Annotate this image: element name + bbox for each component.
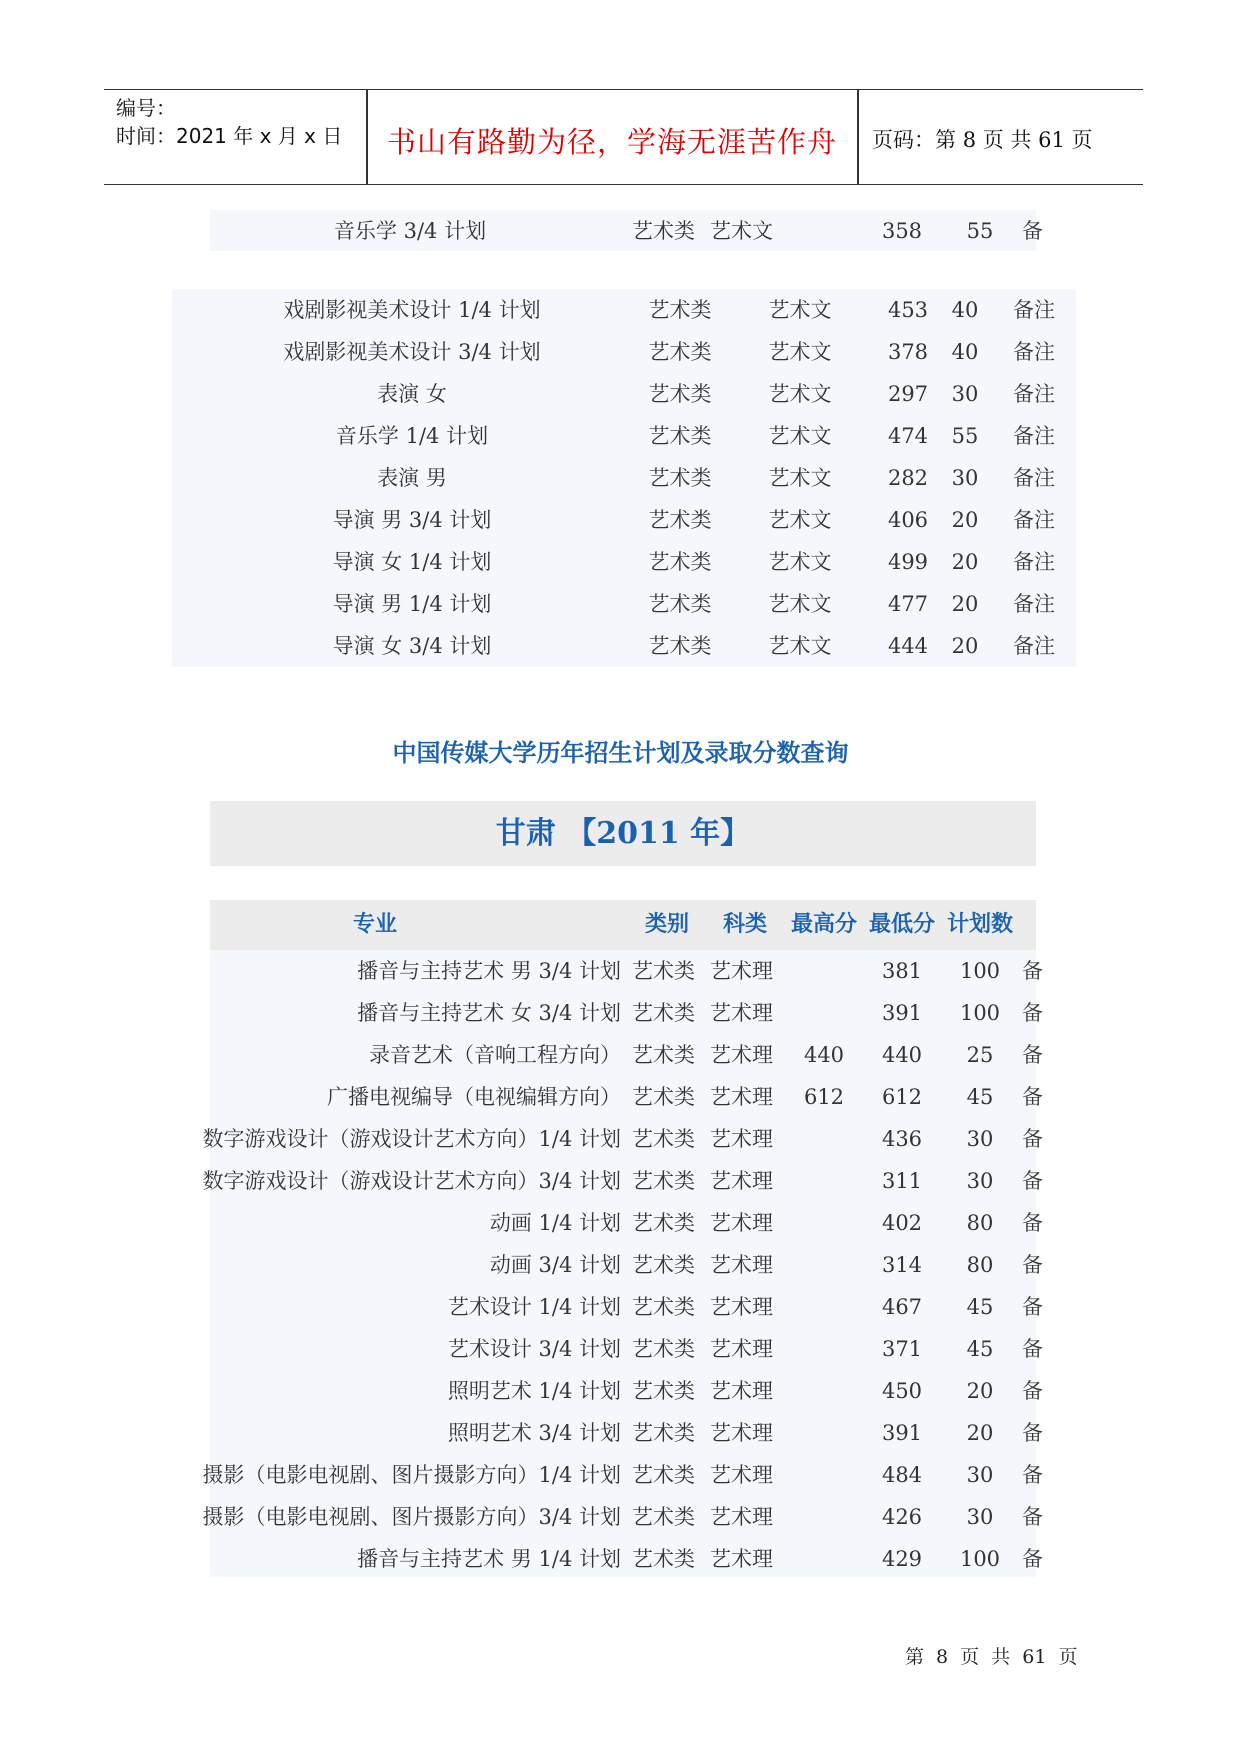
- category-cell: 艺术类: [632, 1421, 695, 1445]
- plan-count-cell: 20: [966, 1421, 994, 1445]
- plan-count-cell: 20: [966, 1379, 994, 1403]
- category-cell: 艺术类: [632, 219, 695, 243]
- plan-count-cell: 30: [951, 382, 979, 406]
- category-cell: 艺术类: [648, 634, 712, 658]
- plan-count-cell: 80: [966, 1211, 994, 1235]
- note-cell: 备: [1022, 1253, 1043, 1277]
- low-score-cell: 477: [887, 592, 929, 616]
- major-cell: 导演 男 1/4 计划: [332, 592, 492, 616]
- major-cell: 照明艺术 1/4 计划: [447, 1379, 621, 1403]
- low-score-cell: 358: [881, 219, 923, 243]
- table-row: [202, 1496, 1043, 1538]
- low-score-cell: 311: [881, 1169, 923, 1193]
- plan-count-cell: 55: [951, 424, 979, 448]
- category-cell: 艺术类: [632, 1547, 695, 1571]
- note-cell: 备: [1022, 1169, 1043, 1193]
- subject-cell: 艺术理: [710, 1505, 773, 1529]
- category-cell: 艺术类: [648, 424, 712, 448]
- note-cell: 备: [1022, 1211, 1043, 1235]
- table-row: [210, 950, 1043, 992]
- table-row: [202, 1118, 1043, 1160]
- table-row: [172, 415, 1076, 457]
- subject-cell: 艺术文: [768, 298, 832, 322]
- note-cell: 备注: [1013, 382, 1055, 406]
- plan-count-cell: 20: [951, 508, 979, 532]
- category-cell: 艺术类: [632, 1001, 695, 1025]
- subject-cell: 艺术理: [710, 1421, 773, 1445]
- subject-cell: 艺术文: [710, 219, 773, 243]
- category-cell: 艺术类: [648, 466, 712, 490]
- note-cell: 备: [1022, 1127, 1043, 1151]
- note-cell: 备: [1022, 219, 1043, 243]
- note-cell: 备: [1022, 1421, 1043, 1445]
- subject-cell: 艺术理: [710, 1295, 773, 1319]
- category-cell: 艺术类: [632, 1127, 695, 1151]
- low-score-cell: 406: [887, 508, 929, 532]
- province-year-title: 甘肃 【2011 年】: [210, 801, 1036, 866]
- header-motto: 书山有路勤为径，学海无涯苦作舟: [386, 125, 837, 159]
- page-num: 8: [962, 128, 977, 152]
- plan-count-cell: 100: [959, 1001, 1001, 1025]
- low-score-cell: 426: [881, 1505, 923, 1529]
- major-cell: 广播电视编导（电视编辑方向）: [327, 1085, 621, 1109]
- subject-cell: 艺术理: [710, 1169, 773, 1193]
- low-score-cell: 467: [881, 1295, 923, 1319]
- low-score-cell: 436: [881, 1127, 923, 1151]
- plan-count-cell: 30: [951, 466, 979, 490]
- note-cell: 备注: [1013, 550, 1055, 574]
- section-title: 中国传媒大学历年招生计划及录取分数查询: [392, 738, 849, 767]
- major-cell: 动画 3/4 计划: [489, 1253, 621, 1277]
- plan-count-cell: 55: [966, 219, 994, 243]
- subject-cell: 艺术文: [768, 508, 832, 532]
- note-cell: 备: [1022, 1463, 1043, 1487]
- note-cell: 备: [1022, 1001, 1043, 1025]
- table-header: [210, 900, 1036, 950]
- subject-cell: 艺术理: [710, 1085, 773, 1109]
- subject-cell: 艺术理: [710, 1463, 773, 1487]
- subject-cell: 艺术文: [768, 550, 832, 574]
- major-cell: 照明艺术 3/4 计划: [447, 1421, 621, 1445]
- table-row: [210, 1412, 1043, 1454]
- header-subject: 科类: [722, 912, 767, 937]
- low-score-cell: 444: [887, 634, 929, 658]
- major-cell: 表演 男: [377, 466, 447, 490]
- note-cell: 备: [1022, 959, 1043, 983]
- note-cell: 备注: [1013, 508, 1055, 532]
- page-prefix: 页码：第: [872, 128, 956, 152]
- major-cell: 音乐学 3/4 计划: [333, 219, 487, 243]
- low-score-cell: 391: [881, 1001, 923, 1025]
- plan-count-cell: 30: [966, 1127, 994, 1151]
- table-row: [210, 1034, 1043, 1076]
- major-cell: 导演 女 3/4 计划: [332, 634, 492, 658]
- note-cell: 备: [1022, 1295, 1043, 1319]
- low-score-cell: 429: [881, 1547, 923, 1571]
- table-row: [210, 1202, 1043, 1244]
- low-score-cell: 499: [887, 550, 929, 574]
- subject-cell: 艺术文: [768, 340, 832, 364]
- low-score-cell: 314: [881, 1253, 923, 1277]
- page-footer: 第 8 页 共 61 页: [905, 1646, 1078, 1668]
- table-row: [172, 583, 1076, 625]
- table-row: [210, 1286, 1043, 1328]
- major-cell: 艺术设计 3/4 计划: [447, 1337, 621, 1361]
- low-score-cell: 440: [881, 1043, 923, 1067]
- plan-count-cell: 20: [951, 592, 979, 616]
- category-cell: 艺术类: [632, 1505, 695, 1529]
- page-mid: 页 共: [982, 128, 1032, 152]
- subject-cell: 艺术文: [768, 424, 832, 448]
- plan-count-cell: 25: [966, 1043, 994, 1067]
- subject-cell: 艺术理: [710, 1547, 773, 1571]
- subject-cell: 艺术理: [710, 1211, 773, 1235]
- subject-cell: 艺术理: [710, 1337, 773, 1361]
- note-cell: 备: [1022, 1547, 1043, 1571]
- subject-cell: 艺术理: [710, 1379, 773, 1403]
- table-row: [172, 331, 1076, 373]
- subject-cell: 艺术文: [768, 634, 832, 658]
- plan-count-cell: 20: [951, 634, 979, 658]
- note-cell: 备: [1022, 1337, 1043, 1361]
- subject-cell: 艺术理: [710, 1043, 773, 1067]
- major-cell: 摄影（电影电视剧、图片摄影方向）3/4 计划: [202, 1505, 621, 1529]
- note-cell: 备注: [1013, 592, 1055, 616]
- table-row: [172, 541, 1076, 583]
- subject-cell: 艺术理: [710, 1253, 773, 1277]
- low-score-cell: 402: [881, 1211, 923, 1235]
- high-score-cell: 440: [803, 1043, 845, 1067]
- low-score-cell: 297: [887, 382, 929, 406]
- subject-cell: 艺术文: [768, 382, 832, 406]
- table-fragment-1: [210, 210, 1043, 251]
- low-score-cell: 453: [887, 298, 929, 322]
- table-row: [210, 1244, 1043, 1286]
- header-high-score: 最高分: [790, 912, 857, 937]
- category-cell: 艺术类: [648, 340, 712, 364]
- major-cell: 表演 女: [377, 382, 447, 406]
- low-score-cell: 612: [881, 1085, 923, 1109]
- major-cell: 录音艺术（音响工程方向）: [369, 1043, 621, 1067]
- plan-count-cell: 80: [966, 1253, 994, 1277]
- low-score-cell: 474: [887, 424, 929, 448]
- subject-cell: 艺术文: [768, 592, 832, 616]
- category-cell: 艺术类: [632, 1295, 695, 1319]
- subject-cell: 艺术理: [710, 1127, 773, 1151]
- table-row: [210, 1370, 1043, 1412]
- table-row: [210, 1328, 1043, 1370]
- table-row: [210, 210, 1043, 252]
- category-cell: 艺术类: [632, 1085, 695, 1109]
- table-row: [210, 992, 1043, 1034]
- note-cell: 备: [1022, 1505, 1043, 1529]
- low-score-cell: 378: [887, 340, 929, 364]
- plan-count-cell: 100: [959, 1547, 1001, 1571]
- subject-cell: 艺术理: [710, 1001, 773, 1025]
- table-row: [210, 1076, 1043, 1118]
- header-divider-right: [857, 90, 859, 184]
- header-meta: [116, 94, 342, 150]
- page-header: [104, 89, 1143, 185]
- header-category: 类别: [644, 912, 689, 937]
- table-fragment-2: [172, 289, 1076, 667]
- major-cell: 数字游戏设计（游戏设计艺术方向）3/4 计划: [202, 1169, 621, 1193]
- table-row: [202, 1454, 1043, 1496]
- note-cell: 备注: [1013, 424, 1055, 448]
- table-row: [172, 289, 1076, 331]
- note-cell: 备: [1022, 1043, 1043, 1067]
- category-cell: 艺术类: [648, 550, 712, 574]
- serial-label: 编号：: [116, 96, 176, 120]
- category-cell: 艺术类: [632, 1169, 695, 1193]
- category-cell: 艺术类: [648, 592, 712, 616]
- table-row: [172, 373, 1076, 415]
- plan-count-cell: 30: [966, 1505, 994, 1529]
- table-row: [172, 499, 1076, 541]
- subject-cell: 艺术理: [710, 959, 773, 983]
- note-cell: 备注: [1013, 466, 1055, 490]
- plan-count-cell: 20: [951, 550, 979, 574]
- page-suffix: 页: [1071, 128, 1093, 152]
- low-score-cell: 381: [881, 959, 923, 983]
- category-cell: 艺术类: [648, 382, 712, 406]
- table-row: [172, 457, 1076, 499]
- plan-count-cell: 40: [951, 298, 979, 322]
- major-cell: 动画 1/4 计划: [489, 1211, 621, 1235]
- major-cell: 戏剧影视美术设计 1/4 计划: [283, 298, 541, 322]
- note-cell: 备注: [1013, 298, 1055, 322]
- category-cell: 艺术类: [632, 1253, 695, 1277]
- header-major: 专业: [352, 912, 397, 937]
- major-cell: 导演 女 1/4 计划: [332, 550, 492, 574]
- table-row: [202, 1160, 1043, 1202]
- major-cell: 数字游戏设计（游戏设计艺术方向）1/4 计划: [202, 1127, 621, 1151]
- low-score-cell: 450: [881, 1379, 923, 1403]
- major-cell: 摄影（电影电视剧、图片摄影方向）1/4 计划: [202, 1463, 621, 1487]
- high-score-cell: 612: [803, 1085, 845, 1109]
- major-cell: 导演 男 3/4 计划: [332, 508, 492, 532]
- category-cell: 艺术类: [648, 508, 712, 532]
- category-cell: 艺术类: [632, 959, 695, 983]
- major-cell: 戏剧影视美术设计 3/4 计划: [283, 340, 541, 364]
- table-row: [172, 625, 1076, 667]
- admission-table: [202, 900, 1043, 1577]
- plan-count-cell: 40: [951, 340, 979, 364]
- plan-count-cell: 100: [959, 959, 1001, 983]
- low-score-cell: 391: [881, 1421, 923, 1445]
- category-cell: 艺术类: [632, 1337, 695, 1361]
- low-score-cell: 282: [887, 466, 929, 490]
- major-cell: 播音与主持艺术 男 1/4 计划: [357, 1547, 621, 1571]
- note-cell: 备注: [1013, 634, 1055, 658]
- plan-count-cell: 45: [966, 1085, 994, 1109]
- header-page-number: [872, 124, 1093, 154]
- time-label: 时间：2021 年 x 月 x 日: [116, 124, 343, 148]
- plan-count-cell: 45: [966, 1337, 994, 1361]
- plan-count-cell: 30: [966, 1169, 994, 1193]
- subject-cell: 艺术文: [768, 466, 832, 490]
- low-score-cell: 484: [881, 1463, 923, 1487]
- table-row: [210, 1538, 1043, 1580]
- category-cell: 艺术类: [632, 1463, 695, 1487]
- category-cell: 艺术类: [632, 1043, 695, 1067]
- note-cell: 备: [1022, 1085, 1043, 1109]
- plan-count-cell: 30: [966, 1463, 994, 1487]
- page-total: 61: [1038, 128, 1065, 152]
- plan-count-cell: 45: [966, 1295, 994, 1319]
- major-cell: 播音与主持艺术 女 3/4 计划: [357, 1001, 621, 1025]
- header-plan-count: 计划数: [946, 912, 1013, 937]
- low-score-cell: 371: [881, 1337, 923, 1361]
- header-low-score: 最低分: [868, 912, 935, 937]
- major-cell: 音乐学 1/4 计划: [335, 424, 489, 448]
- major-cell: 播音与主持艺术 男 3/4 计划: [357, 959, 621, 983]
- note-cell: 备: [1022, 1379, 1043, 1403]
- note-cell: 备注: [1013, 340, 1055, 364]
- category-cell: 艺术类: [632, 1211, 695, 1235]
- category-cell: 艺术类: [648, 298, 712, 322]
- major-cell: 艺术设计 1/4 计划: [447, 1295, 621, 1319]
- category-cell: 艺术类: [632, 1379, 695, 1403]
